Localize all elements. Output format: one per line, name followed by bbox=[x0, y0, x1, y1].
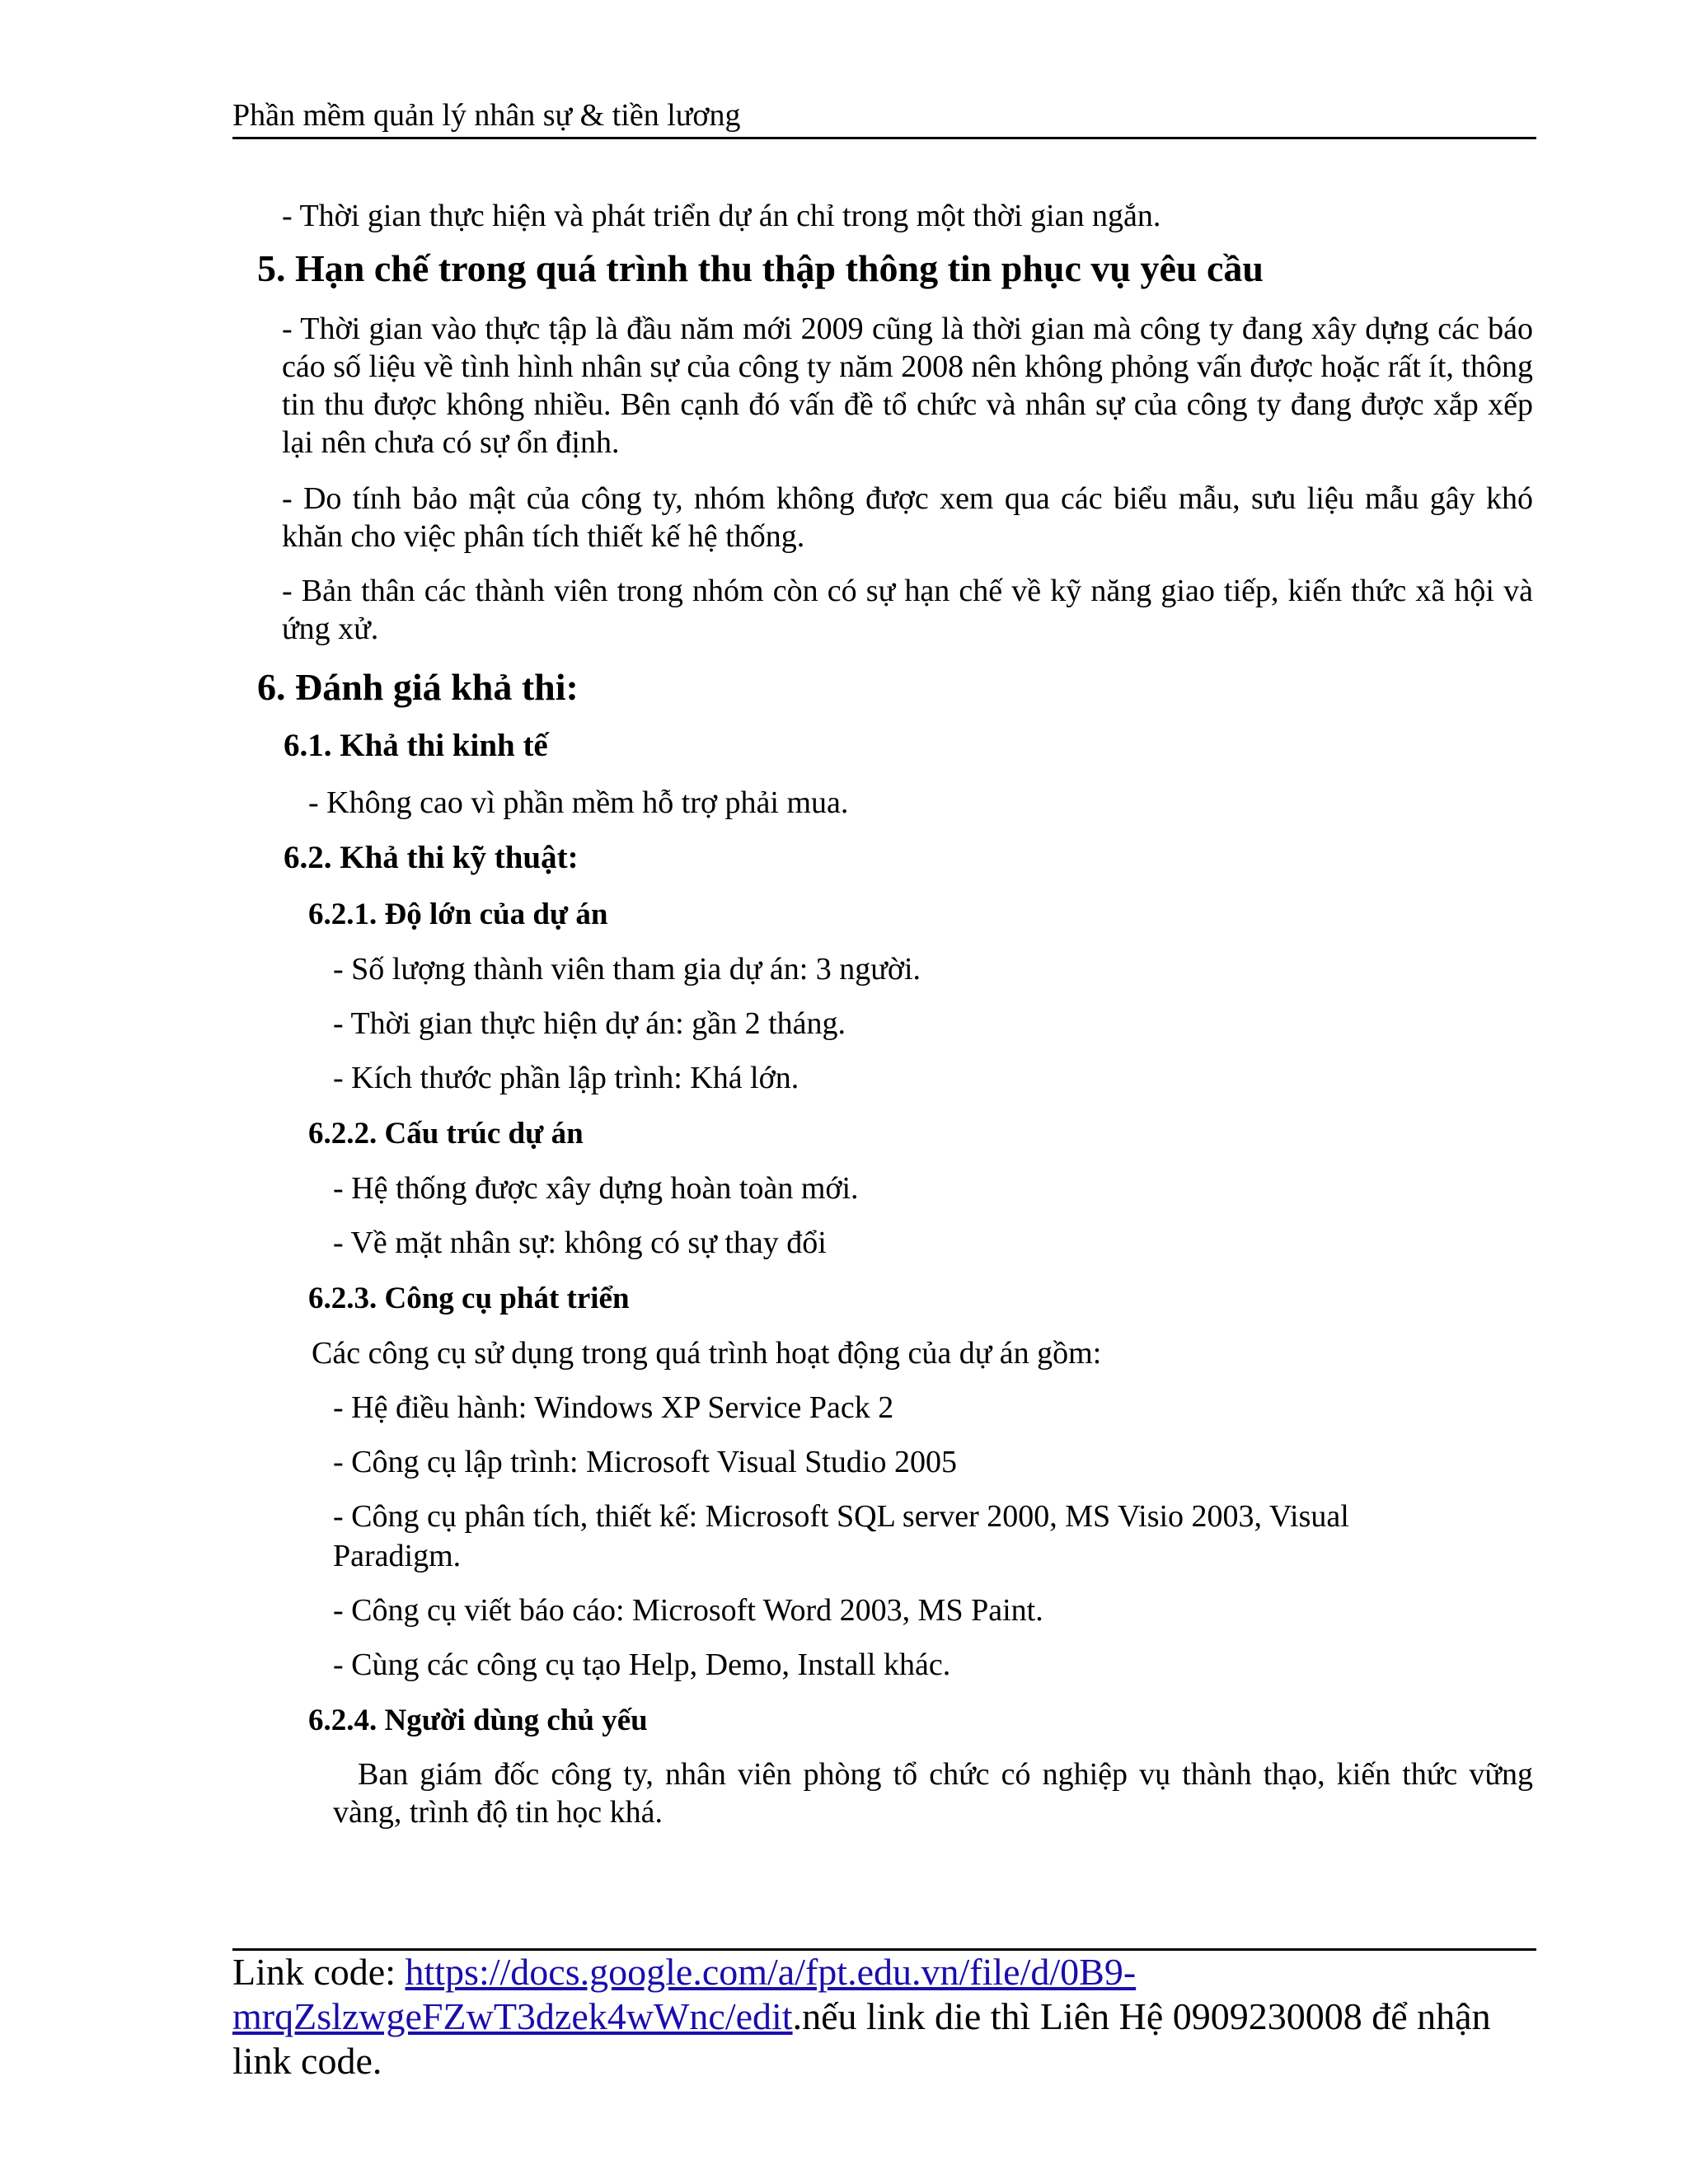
list-item: - Cùng các công cụ tạo Help, Demo, Install khác. bbox=[333, 1647, 951, 1682]
section-5-heading: 5. Hạn chế trong quá trình thu thập thông tin phục vụ yêu cầu bbox=[257, 247, 1264, 289]
section-6-2-3-heading: 6.2.3. Công cụ phát triển bbox=[308, 1282, 630, 1315]
header-divider bbox=[232, 137, 1536, 139]
list-item: - Số lượng thành viên tham gia dự án: 3 người. bbox=[333, 952, 921, 987]
footer-contact-text: .nếu link die thì Liên Hệ 0909230008 để nhận bbox=[792, 1995, 1491, 2037]
footer-label: Link code: bbox=[232, 1951, 406, 1993]
list-item: - Thời gian thực hiện dự án: gần 2 tháng. bbox=[333, 1006, 846, 1041]
intro-item: - Thời gian thực hiện và phát triển dự án chỉ trong một thời gian ngắn. bbox=[282, 199, 1161, 233]
section-6-2-4-heading: 6.2.4. Người dùng chủ yếu bbox=[308, 1704, 648, 1737]
list-item-continuation: Paradigm. bbox=[333, 1539, 462, 1573]
section-5-paragraph-2: - Do tính bảo mật của công ty, nhóm không được xem qua các biểu mẫu, sưu liệu mẫu gây khó khăn cho việc phân tích thiết kế hệ thống. bbox=[282, 481, 1533, 554]
footer-contact-text-end: link code. bbox=[232, 2040, 382, 2082]
list-item: - Công cụ phân tích, thiết kế: Microsoft SQL server 2000, MS Visio 2003, Visual bbox=[333, 1499, 1349, 1534]
section-6-2-2-heading: 6.2.2. Cấu trúc dự án bbox=[308, 1117, 584, 1151]
code-link[interactable]: https://docs.google.com/a/fpt.edu.vn/file/d/0B9- bbox=[405, 1951, 1137, 1993]
section-6-2-4-paragraph: Ban giám đốc công ty, nhân viên phòng tổ chức có nghiệp vụ thành thạo, kiến thức vững vàng, trình độ tin học khá. bbox=[333, 1757, 1533, 1830]
list-item: - Công cụ lập trình: Microsoft Visual Studio 2005 bbox=[333, 1445, 957, 1479]
section-6-2-1-heading: 6.2.1. Độ lớn của dự án bbox=[308, 898, 608, 931]
section-6-heading: 6. Đánh giá khả thi: bbox=[257, 666, 579, 708]
section-6-1-item: - Không cao vì phần mềm hỗ trợ phải mua. bbox=[308, 785, 849, 820]
page-header: Phần mềm quản lý nhân sự & tiền lương bbox=[232, 98, 741, 133]
section-6-2-heading: 6.2. Khả thi kỹ thuật: bbox=[284, 840, 579, 875]
list-item: - Về mặt nhân sự: không có sự thay đổi bbox=[333, 1226, 827, 1260]
section-6-2-3-intro: Các công cụ sử dụng trong quá trình hoạt động của dự án gồm: bbox=[312, 1336, 1102, 1371]
footer-note bbox=[232, 1950, 1535, 2083]
code-link-continued[interactable]: mrqZslzwgeFZwT3dzek4wWnc/edit bbox=[232, 1995, 793, 2037]
section-5-paragraph-1: - Thời gian vào thực tập là đầu năm mới 2009 cũng là thời gian mà công ty đang xây dựng các báo cáo số liệu về tình hình nhân sự của công ty năm 2008 nên không phỏng vấn được hoặc rất ít, thông tin thu được không nhiều. Bên cạnh đó vấn đề tổ chức và nhân sự của công ty đang được xắp xếp lại nên chưa có sự ổn định. bbox=[282, 312, 1533, 460]
list-item: - Kích thước phần lập trình: Khá lớn. bbox=[333, 1061, 799, 1095]
list-item: - Công cụ viết báo cáo: Microsoft Word 2003, MS Paint. bbox=[333, 1593, 1043, 1628]
list-item: - Hệ thống được xây dựng hoàn toàn mới. bbox=[333, 1171, 859, 1206]
list-item: - Hệ điều hành: Windows XP Service Pack 2 bbox=[333, 1390, 894, 1425]
section-5-paragraph-3: - Bản thân các thành viên trong nhóm còn có sự hạn chế về kỹ năng giao tiếp, kiến thức xã hội và ứng xử. bbox=[282, 574, 1533, 646]
section-6-1-heading: 6.1. Khả thi kinh tế bbox=[284, 728, 548, 763]
